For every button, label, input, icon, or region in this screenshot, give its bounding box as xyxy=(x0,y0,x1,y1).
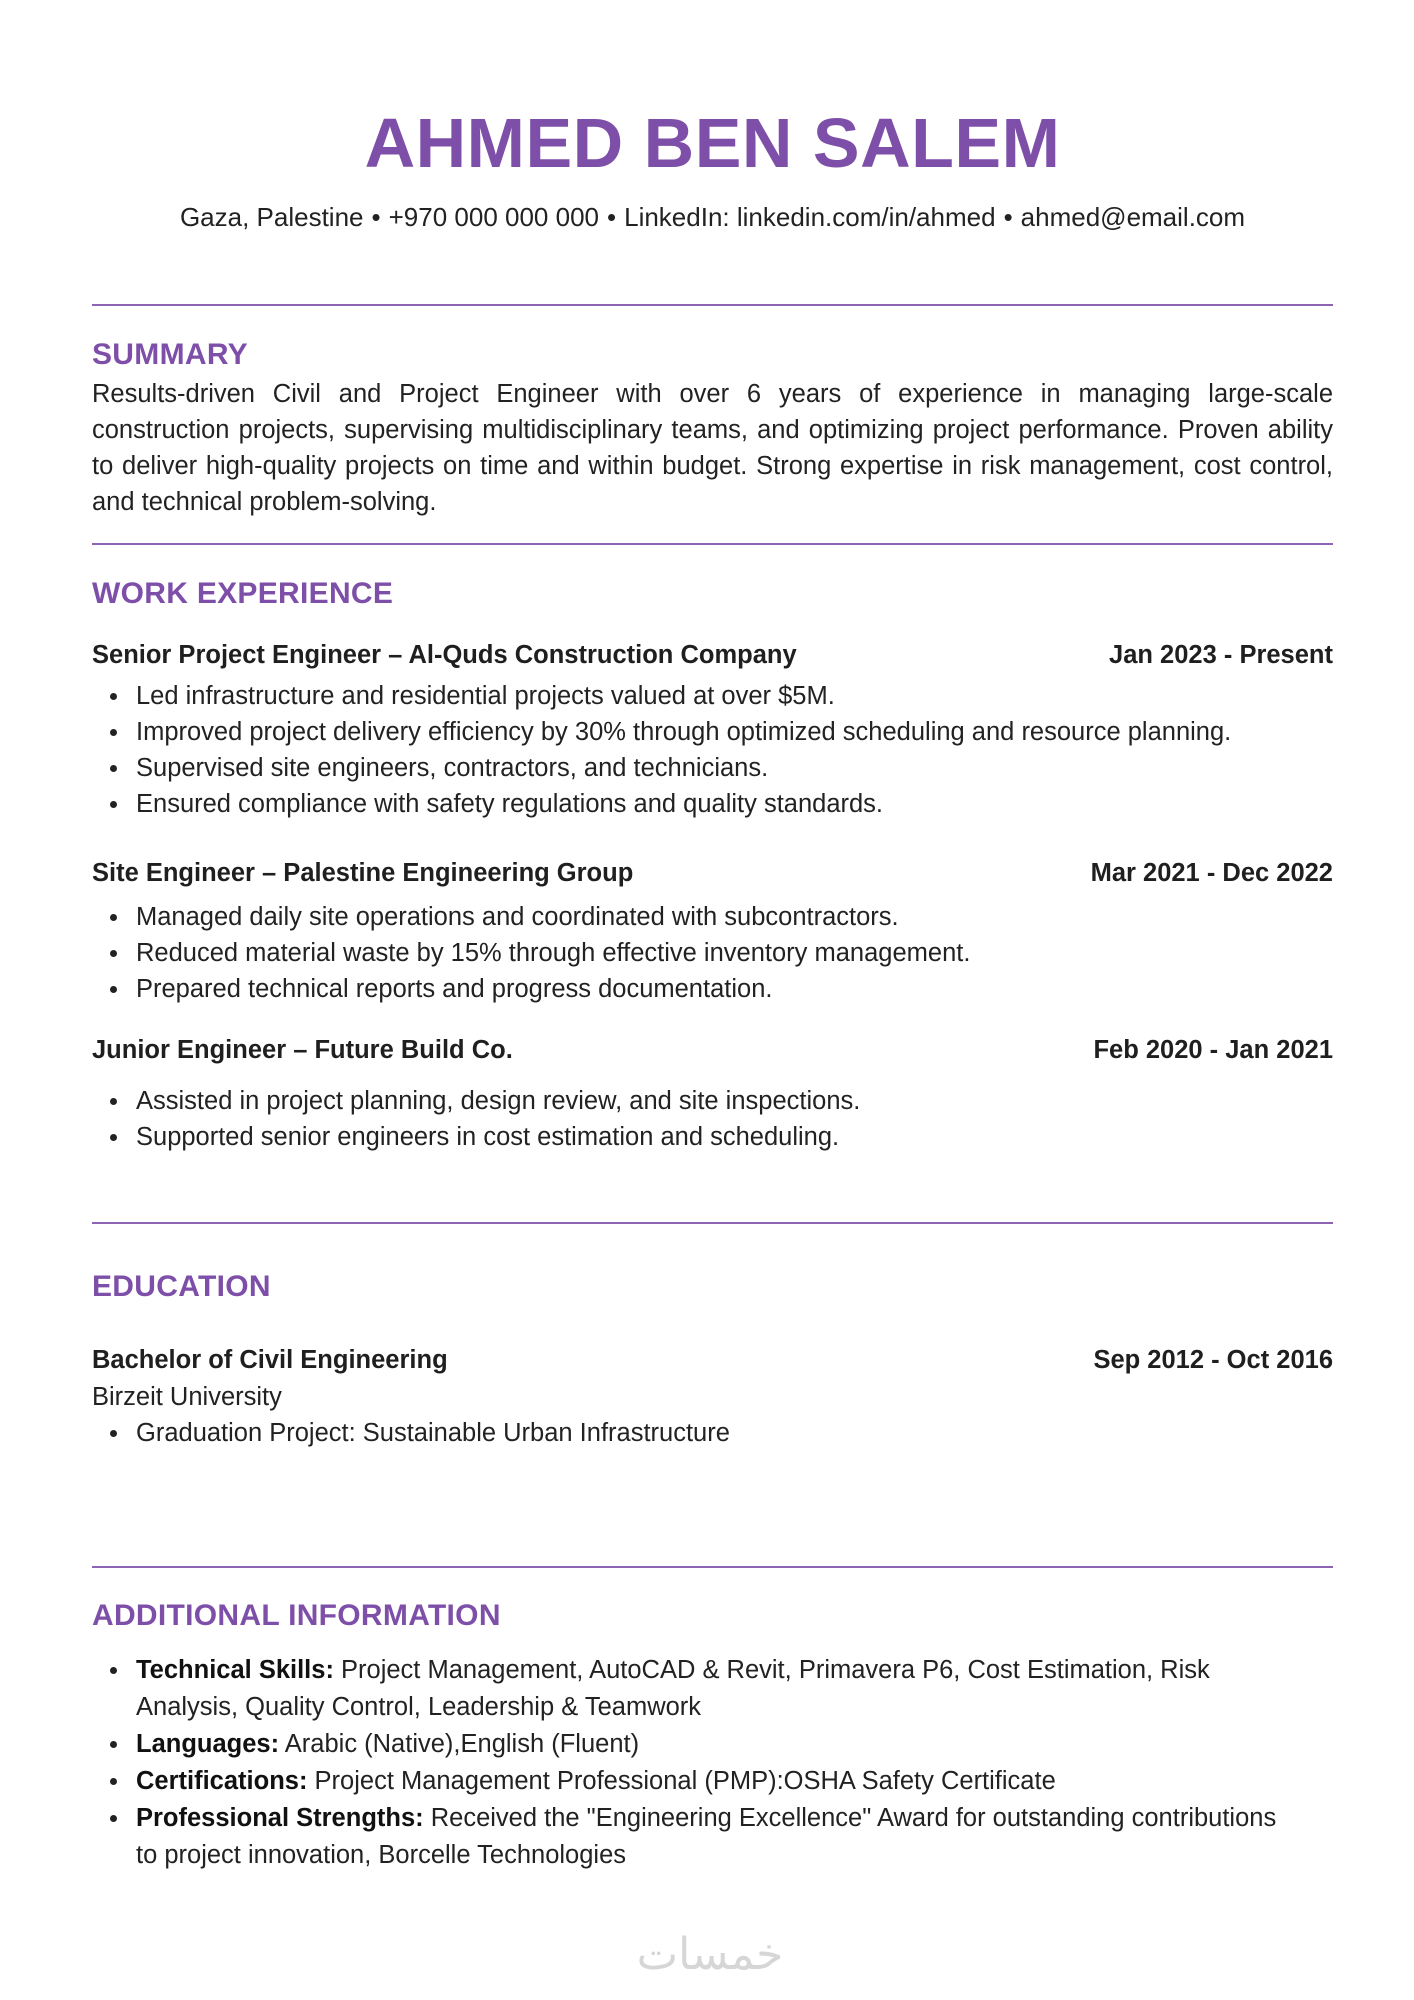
additional-item xyxy=(92,1726,1333,1763)
section-divider xyxy=(92,304,1333,306)
additional-item xyxy=(92,1763,1333,1800)
candidate-name: AHMED BEN SALEM xyxy=(364,104,1061,182)
job-dates: Feb 2020 - Jan 2021 xyxy=(1093,1036,1333,1064)
job-bullet-list xyxy=(92,678,1392,822)
summary-heading: SUMMARY xyxy=(92,338,248,371)
additional-list xyxy=(92,1652,1333,1874)
experience-heading: WORK EXPERIENCE xyxy=(92,577,394,610)
additional-text: Received the "Engineering Excellence" Award for outstanding contributions to project innovation, Borcelle Technologies xyxy=(136,1804,1277,1869)
job-bullet: Supervised site engineers, contractors, and technicians. xyxy=(92,750,1392,786)
degree-dates: Sep 2012 - Oct 2016 xyxy=(1093,1346,1333,1374)
contact-line xyxy=(92,202,1333,233)
additional-item xyxy=(92,1652,1333,1726)
education-bullet: Graduation Project: Sustainable Urban Infrastructure xyxy=(92,1415,1392,1451)
additional-label: Languages: xyxy=(136,1730,280,1758)
additional-item xyxy=(92,1800,1333,1874)
degree-header xyxy=(92,1343,1333,1377)
school-name: Birzeit University xyxy=(92,1383,282,1411)
section-divider xyxy=(92,1222,1333,1224)
job-bullet: Led infrastructure and residential projects valued at over $5M. xyxy=(92,678,1392,714)
contact-linkedin: LinkedIn: linkedin.com/in/ahmed xyxy=(624,202,996,232)
summary-text: Results-driven Civil and Project Engineer with over 6 years of experience in managing large-scale construction projects, supervising multidisciplinary teams, and optimizing project performance. Proven ability to deliver high-quality projects on time and within budget. Strong expertise in risk management, cost control, and technical problem-solving. xyxy=(92,380,1333,516)
section-divider xyxy=(92,1566,1333,1568)
additional-heading: ADDITIONAL INFORMATION xyxy=(92,1599,501,1632)
job-bullet: Assisted in project planning, design review, and site inspections. xyxy=(92,1083,1392,1119)
additional-text: Arabic (Native),English (Fluent) xyxy=(279,1730,640,1758)
job-bullet: Supported senior engineers in cost estimation and scheduling. xyxy=(92,1119,1392,1155)
job-bullet: Reduced material waste by 15% through effective inventory management. xyxy=(92,935,1392,971)
additional-label: Professional Strengths: xyxy=(136,1804,424,1832)
contact-separator: • xyxy=(1003,202,1013,232)
contact-location: Gaza, Palestine xyxy=(179,202,364,232)
job-header xyxy=(92,1033,1333,1067)
job-bullet-list xyxy=(92,1083,1392,1155)
job-bullet: Improved project delivery efficiency by 30% through optimized scheduling and resource planning. xyxy=(92,714,1392,750)
watermark-logo: خمسات xyxy=(636,1929,784,1980)
contact-separator: • xyxy=(607,202,617,232)
job-bullet: Prepared technical reports and progress documentation. xyxy=(92,971,1392,1007)
section-divider xyxy=(92,543,1333,545)
job-bullet: Ensured compliance with safety regulations and quality standards. xyxy=(92,786,1392,822)
job-title: Senior Project Engineer – Al-Quds Construction Company xyxy=(92,641,797,669)
education-bullet-list xyxy=(92,1415,1392,1451)
job-header xyxy=(92,638,1333,672)
job-bullet-list xyxy=(92,899,1392,1007)
contact-email: ahmed@email.com xyxy=(1020,202,1246,232)
job-header xyxy=(92,856,1333,890)
job-dates: Mar 2021 - Dec 2022 xyxy=(1090,859,1333,887)
additional-text: Project Management Professional (PMP):OSHA Safety Certificate xyxy=(307,1767,1056,1795)
contact-separator: • xyxy=(371,202,381,232)
additional-label: Certifications: xyxy=(136,1767,308,1795)
job-title: Site Engineer – Palestine Engineering Group xyxy=(92,859,634,887)
education-heading: EDUCATION xyxy=(92,1270,271,1303)
additional-label: Technical Skills: xyxy=(136,1656,334,1684)
job-title: Junior Engineer – Future Build Co. xyxy=(92,1036,513,1064)
job-bullet: Managed daily site operations and coordinated with subcontractors. xyxy=(92,899,1392,935)
resume-page xyxy=(92,0,1333,2000)
degree-title: Bachelor of Civil Engineering xyxy=(92,1346,448,1374)
job-dates: Jan 2023 - Present xyxy=(1109,641,1333,669)
contact-phone: +970 000 000 000 xyxy=(388,202,599,232)
additional-text: Project Management, AutoCAD & Revit, Primavera P6, Cost Estimation, Risk Analysis, Quality Control, Leadership & Teamwork xyxy=(136,1656,1210,1721)
